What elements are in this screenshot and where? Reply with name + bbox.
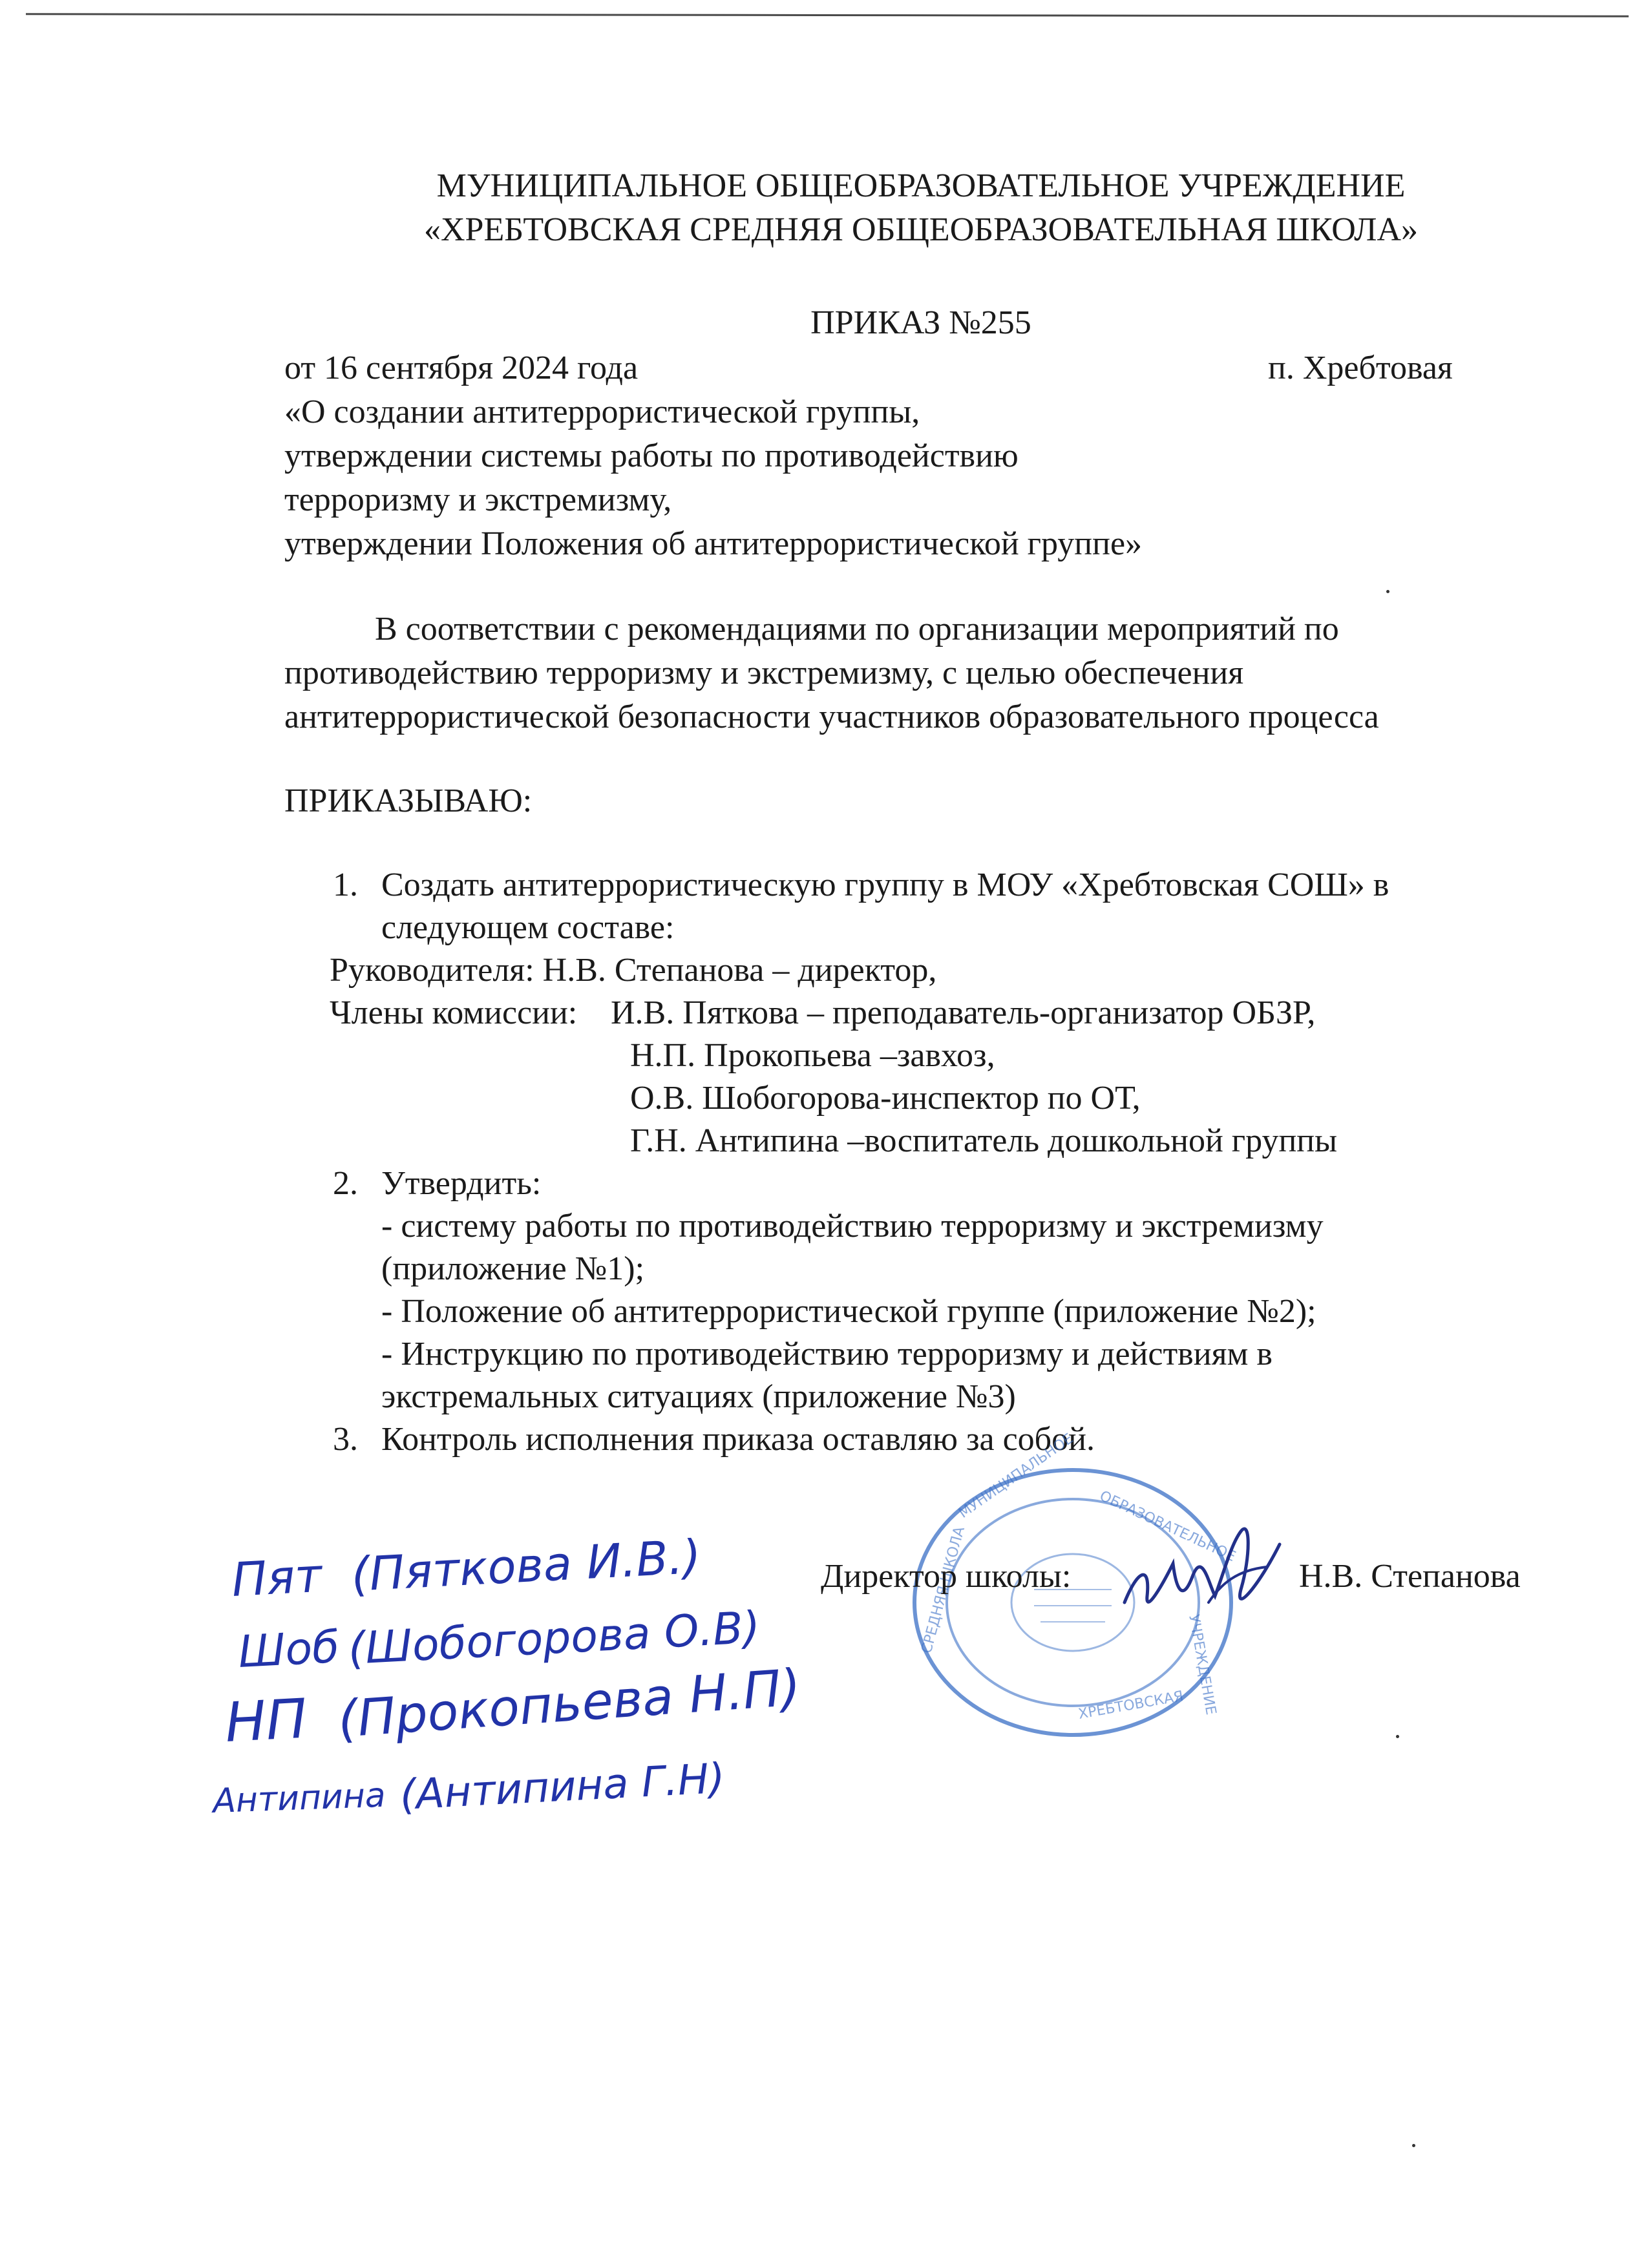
order-word: ПРИКАЗЫВАЮ: [284, 782, 533, 819]
svg-text:НП: НП [223, 1686, 309, 1754]
item-number: 1. [333, 866, 358, 903]
svg-text:(Шобогорова О.В): (Шобогорова О.В) [346, 1602, 762, 1675]
members-label: Члены комиссии: [330, 994, 578, 1031]
svg-text:УЧРЕЖДЕНИЕ: УЧРЕЖДЕНИЕ [1185, 1613, 1220, 1716]
svg-text:ХРЕБТОВСКАЯ: ХРЕБТОВСКАЯ [1077, 1688, 1185, 1723]
item3-text: Контроль исполнения приказа оставляю за собой. [381, 1421, 1095, 1458]
organization-name-line2: «ХРЕБТОВСКАЯ СРЕДНЯЯ ОБЩЕОБРАЗОВАТЕЛЬНАЯ ШКОЛА» [423, 211, 1419, 248]
order-title: ПРИКАЗ №255 [810, 304, 1031, 341]
scan-speck [1386, 590, 1389, 593]
item2-line: - Положение об антитеррористической группе (приложение №2); [381, 1293, 1316, 1330]
subject-line: утверждении системы работы по противодействию [284, 437, 1019, 474]
item2-title: Утвердить: [381, 1165, 542, 1202]
item2-line: - систему работы по противодействию терроризму и экстремизму [381, 1208, 1324, 1244]
item-number: 2. [333, 1165, 358, 1202]
group-leader: Руководителя: Н.В. Степанова – директор, [330, 952, 937, 989]
item-number: 3. [333, 1421, 358, 1458]
svg-text:(Прокопьева Н.П): (Прокопьева Н.П) [336, 1659, 803, 1749]
member-line: О.В. Шобогорова-инспектор по ОТ, [630, 1080, 1141, 1117]
member-line: Г.Н. Антипина –воспитатель дошкольной группы [630, 1122, 1338, 1159]
item2-line: (приложение №1); [381, 1250, 645, 1287]
svg-text:МУНИЦИПАЛЬНОЕ: МУНИЦИПАЛЬНОЕ [956, 1431, 1077, 1522]
order-place: п. Хребтовая [1268, 350, 1453, 386]
svg-text:ОБРАЗОВАТЕЛЬНОЕ: ОБРАЗОВАТЕЛЬНОЕ [1097, 1487, 1238, 1566]
svg-text:Шоб: Шоб [237, 1621, 341, 1678]
preamble-line: В соответствии с рекомендациями по организации мероприятий по [375, 611, 1339, 647]
item1-text: Создать антитеррористическую группу в МОУ «Хребтовская СОШ» в [381, 866, 1389, 903]
item2-line: экстремальных ситуациях (приложение №3) [381, 1378, 1016, 1415]
preamble-line: противодействию терроризму и экстремизму, с целью обеспечения [284, 655, 1244, 691]
organization-name-line1: МУНИЦИПАЛЬНОЕ ОБЩЕОБРАЗОВАТЕЛЬНОЕ УЧРЕЖДЕНИЕ [436, 167, 1406, 204]
item2-line: - Инструкцию по противодействию терроризму и действиям в [381, 1336, 1273, 1372]
scan-edge-line [26, 13, 1629, 17]
svg-text:(Пяткова И.В.): (Пяткова И.В.) [350, 1529, 703, 1602]
subject-line: утверждении Положения об антитеррористической группе» [284, 525, 1143, 562]
svg-text:Антипина: Антипина [212, 1776, 386, 1821]
preamble-line: антитеррористической безопасности участников образовательного процесса [284, 698, 1379, 735]
svg-text:(Антипина Г.Н): (Антипина Г.Н) [398, 1754, 726, 1820]
handwritten-acknowledgements [212, 1529, 808, 1835]
member-line: И.В. Пяткова – преподаватель-организатор ОБЗР, [611, 994, 1316, 1031]
scan-speck [1396, 1735, 1399, 1738]
scan-speck [1412, 2144, 1415, 2147]
member-line: Н.П. Прокопьева –завхоз, [630, 1037, 995, 1074]
svg-text:СРЕДНЯЯ ШКОЛА: СРЕДНЯЯ ШКОЛА [918, 1525, 969, 1655]
svg-text:Пят: Пят [230, 1548, 324, 1607]
director-signature [1112, 1506, 1305, 1635]
order-date: от 16 сентября 2024 года [284, 350, 639, 386]
subject-line: «О создании антитеррористической группы, [284, 394, 920, 430]
subject-line: терроризму и экстремизму, [284, 481, 672, 518]
signatory-name: Н.В. Степанова [1299, 1558, 1521, 1595]
item1-text: следующем составе: [381, 909, 675, 946]
signatory-title: Директор школы: [821, 1558, 1072, 1595]
